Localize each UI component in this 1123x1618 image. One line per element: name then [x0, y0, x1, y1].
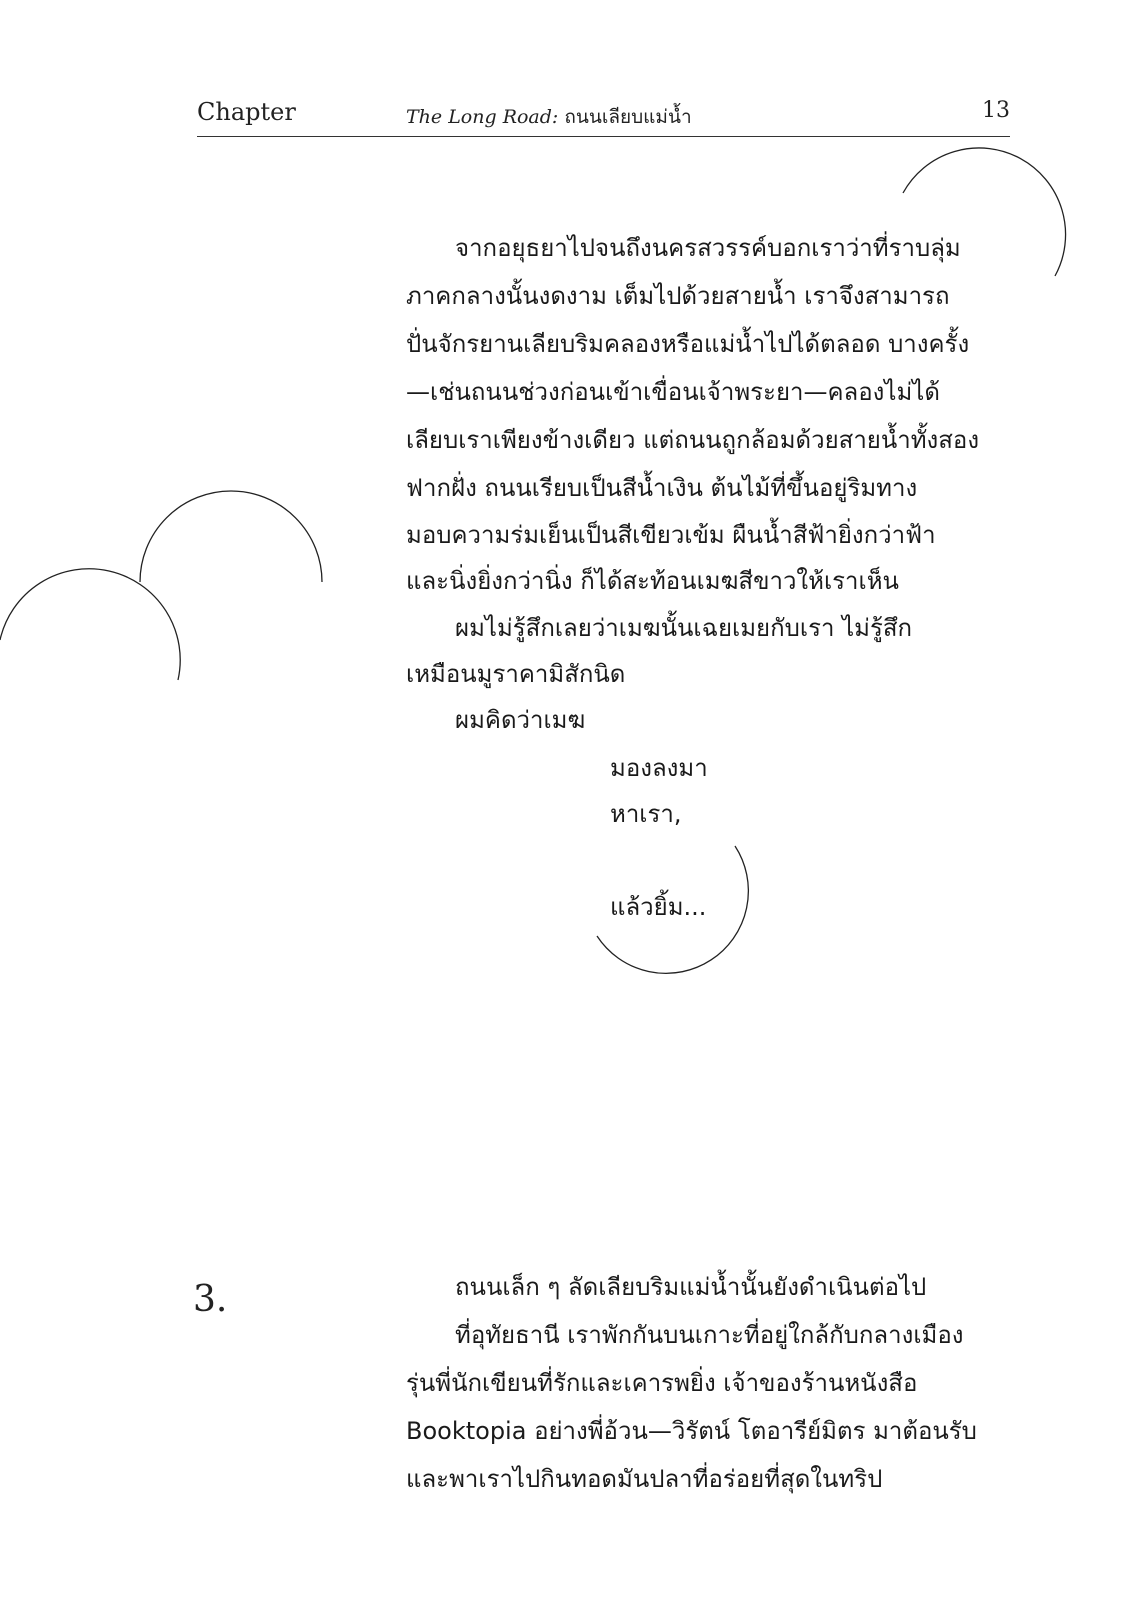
body-line: —เช่นถนนช่วงก่อนเข้าเขื่อนเจ้าพระยา—คลองไม่ได้	[406, 378, 940, 406]
body-line: ฟากฝั่ง ถนนเรียบเป็นสีน้ำเงิน ต้นไม้ที่ขึ้นอยู่ริมทาง	[406, 474, 918, 502]
body-line: มอบความร่มเย็นเป็นสีเขียวเข้ม ผืนน้ำสีฟ้ายิ่งกว่าฟ้า	[406, 521, 936, 549]
section-line: และพาเราไปกินทอดมันปลาที่อร่อยที่สุดในทริป	[406, 1465, 883, 1493]
section-line: ที่อุทัยธานี เราพักกันบนเกาะที่อยู่ใกล้กับกลางเมือง	[455, 1321, 964, 1349]
body-line: ภาคกลางนั้นงดงาม เต็มไปด้วยสายน้ำ เราจึงสามารถ	[406, 282, 950, 310]
poem-line: หาเรา,	[610, 800, 682, 828]
poem-line: แล้วยิ้ม...	[610, 893, 707, 921]
body-line: เลียบเราเพียงข้างเดียว แต่ถนนถูกล้อมด้วยสายน้ำทั้งสอง	[406, 426, 980, 454]
running-header	[197, 96, 1010, 137]
header-chapter-label: Chapter	[197, 98, 296, 126]
body-line: เหมือนมูราคามิสักนิด	[406, 660, 626, 688]
section-line: Booktopia อย่างพี่อ้วน—วิรัตน์ โตอารีย์มิตร มาต้อนรับ	[406, 1417, 977, 1445]
poem-line: มองลงมา	[610, 754, 708, 782]
arc-left-upper	[140, 491, 322, 582]
header-book-title	[406, 102, 692, 132]
section-line: รุ่นพี่นักเขียนที่รักและเคารพยิ่ง เจ้าของร้านหนังสือ	[406, 1369, 918, 1397]
body-line: จากอยุธยาไปจนถึงนครสวรรค์บอกเราว่าที่ราบลุ่ม	[455, 234, 961, 262]
section-number: 3.	[193, 1279, 228, 1320]
header-title-thai: ถนนเลียบแม่น้ำ	[558, 106, 692, 128]
body-line: ผมไม่รู้สึกเลยว่าเมฆนั้นเฉยเมยกับเรา ไม่รู้สึก	[455, 614, 913, 642]
section-line: ถนนเล็ก ๆ ลัดเลียบริมแม่น้ำนั้นยังดำเนินต่อไป	[455, 1273, 927, 1301]
header-title-english: The Long Road:	[406, 106, 559, 128]
body-line: และนิ่งยิ่งกว่านิ่ง ก็ได้สะท้อนเมฆสีขาวให้เราเห็น	[406, 567, 899, 595]
body-line: ผมคิดว่าเมฆ	[455, 706, 586, 734]
arc-left-lower	[0, 569, 180, 680]
page-number: 13	[982, 98, 1010, 123]
body-line: ปั่นจักรยานเลียบริมคลองหรือแม่น้ำไปได้ตลอด บางครั้ง	[406, 330, 970, 358]
